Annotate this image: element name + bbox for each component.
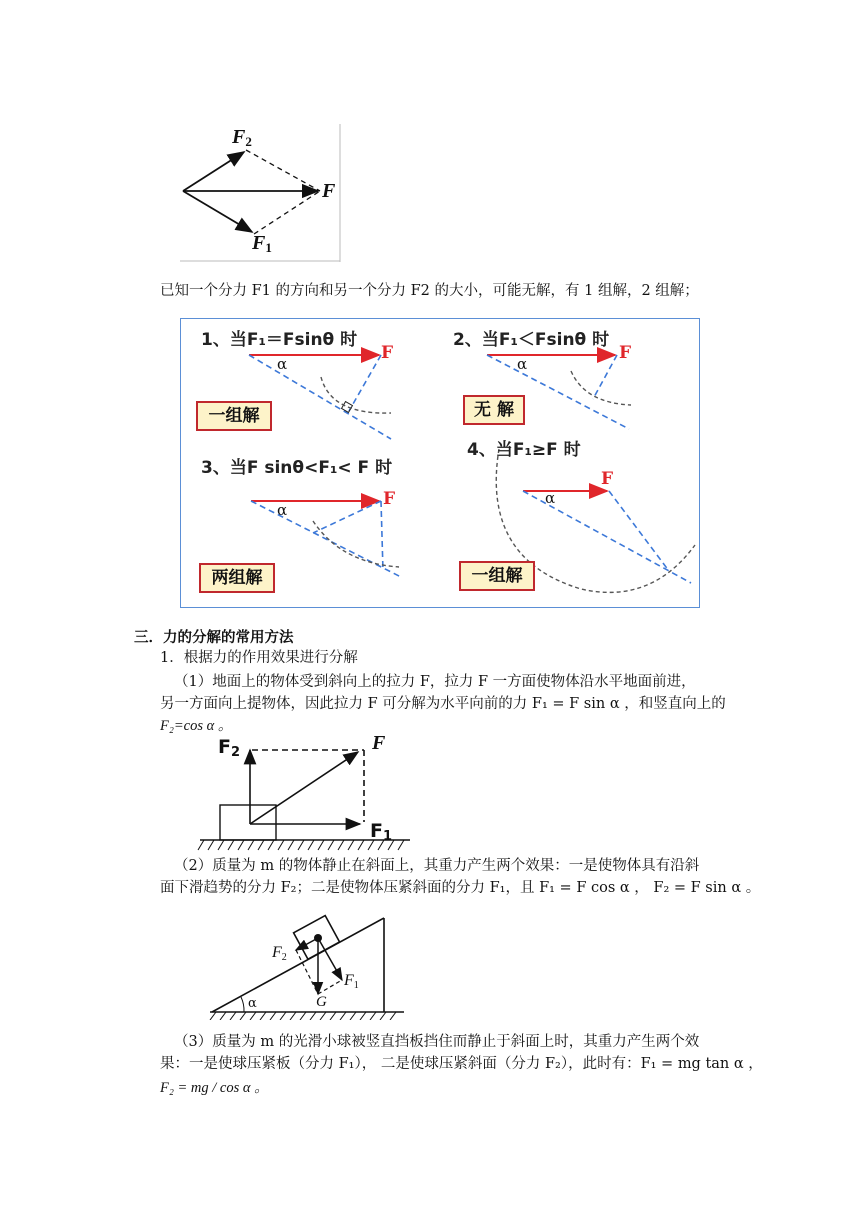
para1-line3: F₂=cos α 。	[160, 718, 233, 734]
case1-answer: 一组解	[196, 401, 272, 431]
case4-f: F	[601, 469, 614, 489]
para2-line2: 面下滑趋势的分力 F₂；二是使物体压紧斜面的分力 F₁，且 F₁ = F cos α ， F₂ = F sin α 。	[160, 880, 761, 896]
case3-answer: 两组解	[199, 563, 275, 593]
fig2-label-f: F	[372, 732, 386, 754]
para1-line2: 另一方面向上提物体，因此拉力 F 可分解为水平向前的力 F₁ = F sin α ，和竖直向上的	[160, 696, 726, 712]
fig3-label-g: G	[316, 994, 327, 1010]
case1-title: 1、当F₁＝Fsinθ 时	[201, 330, 358, 350]
case2-alpha: α	[517, 355, 528, 373]
para2-line1: （2）质量为 m 的物体静止在斜面上，其重力产生两个效果：一是使物体具有沿斜	[174, 858, 700, 874]
section3-sub1: 1．根据力的作用效果进行分解	[160, 650, 358, 666]
para1-line1: （1）地面上的物体受到斜向上的拉力 F，拉力 F 一方面使物体沿水平地面前进，	[174, 674, 696, 690]
cases-panel	[180, 318, 700, 608]
case4-alpha: α	[545, 489, 556, 507]
incline-diagram	[208, 910, 408, 1020]
case4-answer: 一组解	[459, 561, 535, 591]
section3-heading: 三．力的分解的常用方法	[134, 630, 294, 646]
case1-f: F	[381, 343, 394, 363]
para3-line3: F₂ = mg / cos α 。	[160, 1080, 269, 1096]
fig2-label-f2: $F_2$	[218, 736, 241, 760]
fig3-label-alpha: α	[248, 996, 257, 1011]
figure-parallelogram	[180, 124, 342, 262]
intro-line: 已知一个分力 F1 的方向和另一个分力 F2 的大小，可能无解，有 1 组解，2 组解；	[160, 283, 699, 299]
case1-alpha: α	[277, 355, 288, 373]
fig3-label-f1: $F_1$	[344, 972, 359, 991]
case2-f: F	[619, 343, 632, 363]
fig3-label-f2: $F_2$	[272, 944, 287, 963]
fig1-label-f1: $F_1$	[252, 232, 272, 255]
case3-f: F	[383, 489, 396, 509]
figure-block-pull	[196, 732, 416, 856]
fig1-label-f: F	[322, 180, 336, 202]
case3-alpha: α	[277, 501, 288, 519]
para3-line2: 果：一是使球压紧板（分力 F₁）， 二是使球压紧斜面（分力 F₂），此时有：F₁ = mg tan α ，	[160, 1056, 763, 1072]
case2-answer: 无 解	[463, 395, 525, 425]
figure-incline	[208, 910, 408, 1020]
case2-title: 2、当F₁＜Fsinθ 时	[453, 330, 610, 350]
fig1-label-f2: $F_2$	[232, 126, 252, 149]
fig2-label-f1: $F_1$	[370, 820, 393, 844]
case3-title: 3、当F sinθ<F₁< F 时	[201, 458, 393, 478]
para3-line1: （3）质量为 m 的光滑小球被竖直挡板挡住而静止于斜面上时，其重力产生两个效	[174, 1034, 700, 1050]
case4-title: 4、当F₁≥F 时	[467, 440, 581, 460]
